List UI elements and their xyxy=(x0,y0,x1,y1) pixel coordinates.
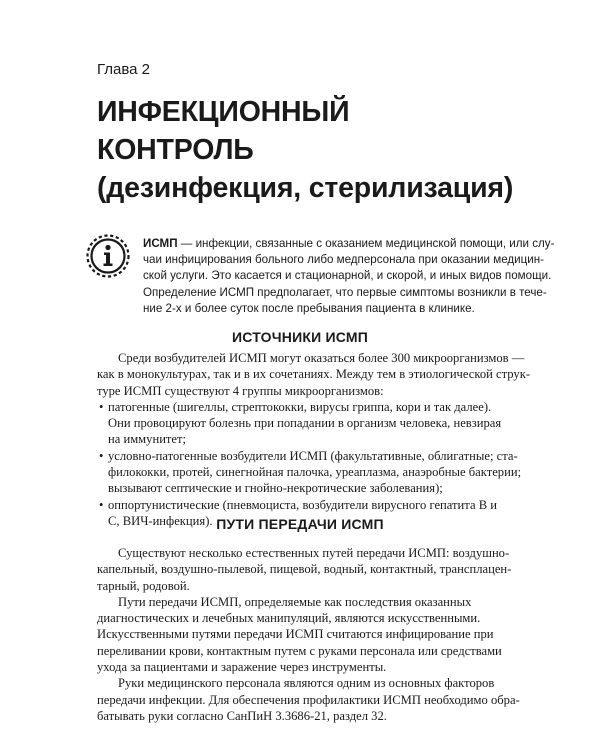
chapter-label: Глава 2 xyxy=(97,61,151,78)
bullet-line: филококки, протей, синегнойная палочка, уреаплазма, анаэробные бактерии; xyxy=(108,465,522,480)
bullet-line: С, ВИЧ-инфекция). xyxy=(108,513,213,528)
paragraph-line: как в монокультурах, так и в их сочетаниях. Между тем в этиологической струк- xyxy=(97,367,531,382)
paragraph-line: Среди возбудителей ИСМП могут оказаться более 300 микроорганизмов — xyxy=(118,351,525,365)
paragraph-line: капельный, воздушно-пылевой, пищевой, водный, контактный, трансплацен- xyxy=(97,562,512,577)
paragraph-line: туре ИСМП существуют 4 группы микроорганизмов: xyxy=(97,383,384,398)
paragraph-line: переливании крови, контактным путем с руками персонала или средствами xyxy=(97,643,502,658)
bullet-line: вызывают септические и гнойно-некротические заболевания); xyxy=(108,481,443,496)
bullet-icon: • xyxy=(99,497,104,512)
section-heading-sources: ИСТОЧНИКИ ИСМП xyxy=(232,329,368,345)
bullet-line: на иммунитет; xyxy=(108,432,187,447)
bullet-icon: • xyxy=(99,399,104,414)
bullet-icon: • xyxy=(99,448,104,463)
info-icon xyxy=(86,234,130,278)
bullet-item: • условно-патогенные возбудители ИСМП (факультативные, облигатные; ста- xyxy=(99,448,518,463)
info-line: Определение ИСМП предполагает, что первые симптомы возникли в тече- xyxy=(143,285,547,299)
paragraph-line: Руки медицинского персонала являются одним из основных факторов xyxy=(118,676,495,691)
chapter-title xyxy=(97,93,513,207)
paragraph-line: тарный, родовой. xyxy=(97,578,190,593)
paragraph-line: батывать руки согласно СанПиН 3.3686-21, раздел 32. xyxy=(97,708,387,723)
info-line: чаи инфицирования больного либо медперсонала при оказании медицин- xyxy=(143,253,545,267)
info-line: ние 2-х и более суток после пребывания пациента в клинике. xyxy=(143,301,475,315)
paragraph-line: Искусственными путями передачи ИСМП считаются инфицирование при xyxy=(97,627,494,642)
info-line: ИСМП — инфекции, связанные с оказанием медицинской помощи, или слу- xyxy=(143,237,555,250)
section-sources-body xyxy=(97,350,531,529)
bullet-item: • оппортунистические (пневмоциста, возбудители вирусного гепатита В и xyxy=(99,497,497,512)
chapter-title-line: КОНТРОЛЬ xyxy=(97,134,254,166)
paragraph-line: Пути передачи ИСМП, определяемые как последствия оказанных xyxy=(118,594,472,609)
section-heading-transmission: ПУТИ ПЕРЕДАЧИ ИСМП xyxy=(216,516,384,532)
bullet-line: Они провоцируют болезнь при попадании в организм человека, невзирая xyxy=(108,416,502,431)
info-box xyxy=(143,236,555,317)
paragraph-line: Существуют несколько естественных путей передачи ИСМП: воздушно- xyxy=(118,546,510,560)
section-transmission-body xyxy=(97,545,520,724)
paragraph-line: ухода за пациентами и заражение через инструменты. xyxy=(97,660,387,675)
bullet-item: • патогенные (шигеллы, стрептококки, вирусы гриппа, кори и так далее). xyxy=(99,399,492,414)
chapter-title-line: ИНФЕКЦИОННЫЙ xyxy=(97,96,350,128)
info-line: ской услуги. Это касается и стационарной, и скорой, и иных видов помощи. xyxy=(143,269,552,283)
paragraph-line: диагностических и лечебных манипуляций, являются искусственными. xyxy=(97,611,481,626)
paragraph-line: передачи инфекции. Для обеспечения профилактики ИСМП необходимо обра- xyxy=(97,692,520,707)
chapter-title-line: (дезинфекция, стерилизация) xyxy=(97,172,514,204)
info-term: ИСМП xyxy=(143,237,178,250)
